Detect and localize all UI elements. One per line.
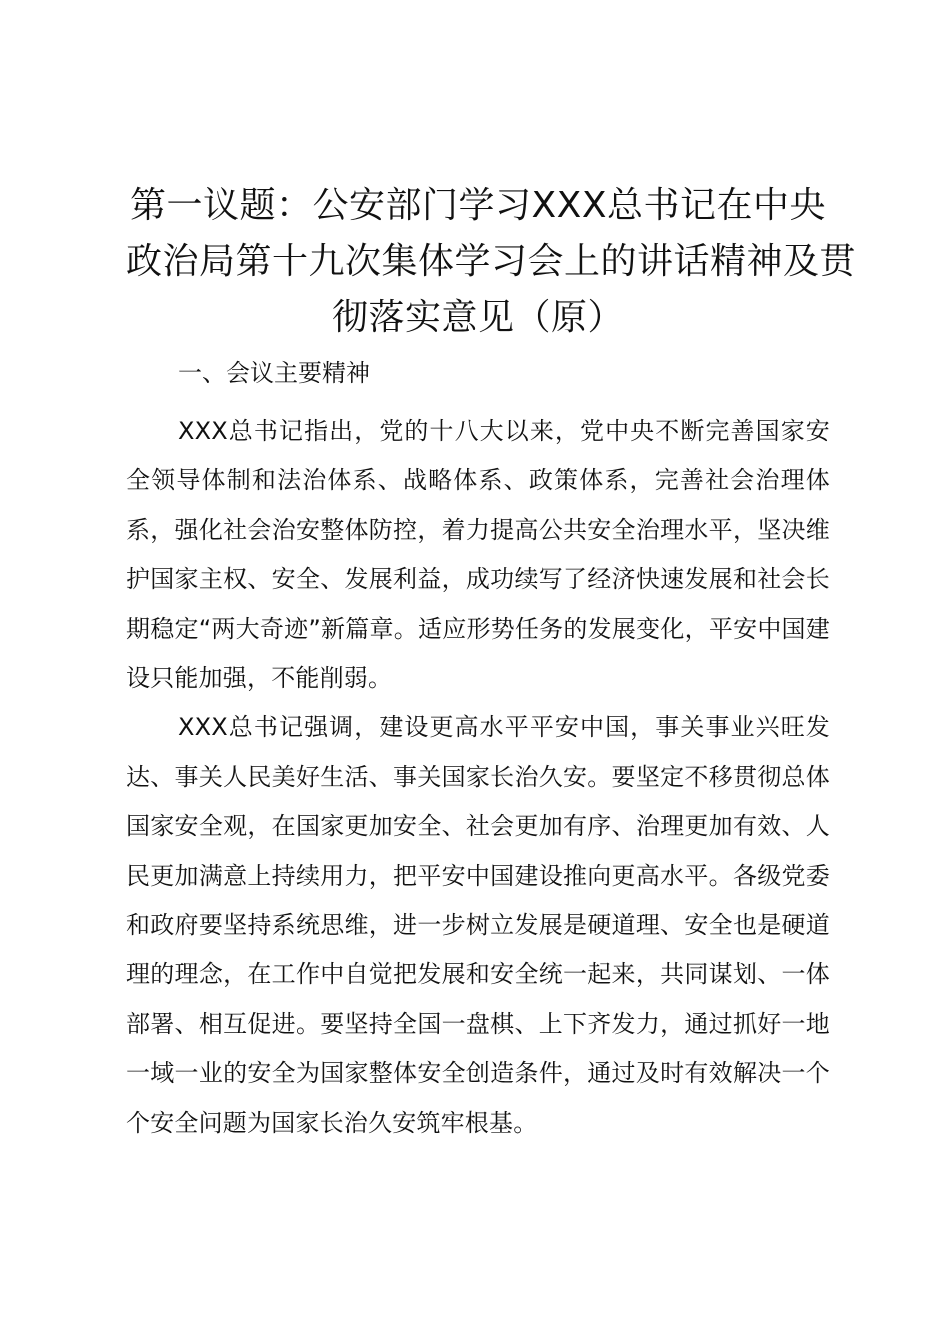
body-paragraph-2: XXX总书记强调，建设更高水平平安中国，事关事业兴旺发达、事关人民美好生活、事关国家长治久安。要坚定不移贯彻总体国家安全观，在国家更加安全、社会更加有序、治理更加有效、人民更加满意上持续用力，把平安中国建设推向更高水平。各级党委和政府要坚持系统思维，进一步树立发展是硬道理、安全也是硬道理的理念，在工作中自觉把发展和安全统一起来，共同谋划、一体部署、相互促进。要坚持全国一盘棋、上下齐发力，通过抓好一地一域一业的安全为国家整体安全创造条件，通过及时有效解决一个个安全问题为国家长治久安筑牢根基。: [126, 713, 830, 1137]
title-line-3: 彻落实意见（原）: [331, 297, 624, 338]
title-line-1: 第一议题：公安部门学习XXX总书记在中央: [130, 185, 826, 226]
document-title: [126, 178, 857, 346]
title-line-2: 政治局第十九次集体学习会上的讲话精神及贯: [126, 241, 857, 282]
section-heading: 一、会议主要精神: [178, 359, 370, 387]
body-paragraph-1: XXX总书记指出，党的十八大以来，党中央不断完善国家安全领导体制和法治体系、战略体系、政策体系，完善社会治理体系，强化社会治安整体防控，着力提高公共安全治理水平，坚决维护国家主权、安全、发展利益，成功续写了经济快速发展和社会长期稳定“两大奇迹”新篇章。适应形势任务的发展变化，平安中国建设只能加强，不能削弱。: [126, 417, 830, 693]
